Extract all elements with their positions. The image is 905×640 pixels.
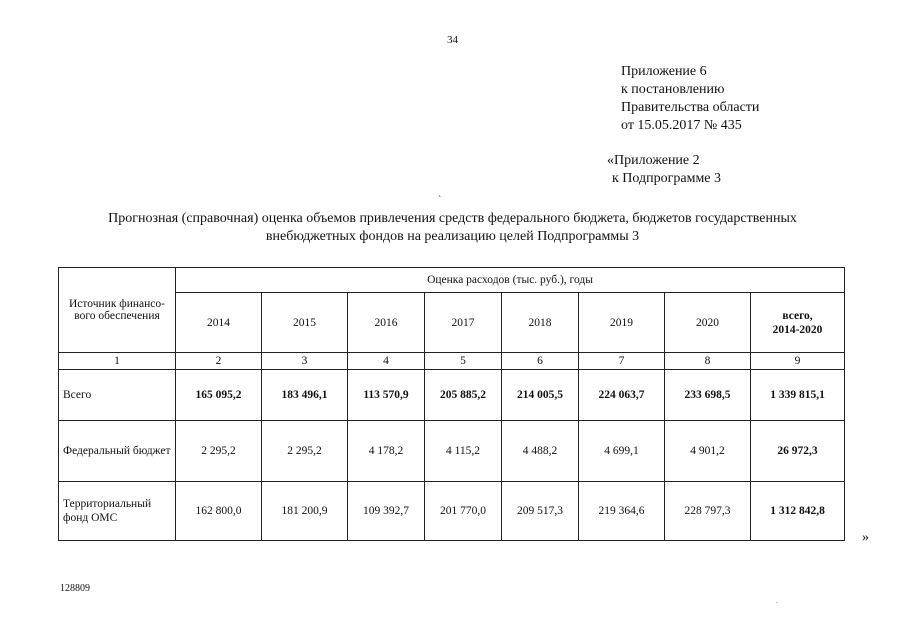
total-header xyxy=(751,293,845,353)
column-number: 4 xyxy=(348,353,425,370)
sub-appendix-reference xyxy=(607,152,721,188)
table-cell: 2 295,2 xyxy=(262,421,348,482)
title-line: внебюджетных фондов на реализацию целей Подпрограммы 3 xyxy=(265,229,640,244)
row-total-cell: 1 312 842,8 xyxy=(751,482,845,541)
row-source: Всего xyxy=(59,370,176,421)
sub-appendix-line: к Подпрограмме 3 xyxy=(612,171,722,186)
row-total-cell: 26 972,3 xyxy=(751,421,845,482)
table-cell: 181 200,9 xyxy=(262,482,348,541)
column-number: 9 xyxy=(751,353,845,370)
appendix-line: к постановлению xyxy=(621,82,725,97)
column-number: 2 xyxy=(176,353,262,370)
scan-speck: . xyxy=(776,596,778,605)
column-number: 1 xyxy=(59,353,176,370)
table-cell: 183 496,1 xyxy=(262,370,348,421)
year-header: 2014 xyxy=(176,293,262,353)
table-cell: 233 698,5 xyxy=(665,370,751,421)
total-header-line: всего, xyxy=(782,309,813,322)
year-header: 2018 xyxy=(502,293,579,353)
table-cell: 4 901,2 xyxy=(665,421,751,482)
document-code: 128809 xyxy=(60,583,90,594)
document-title xyxy=(40,210,865,246)
row-total-cell: 1 339 815,1 xyxy=(751,370,845,421)
table-cell: 4 699,1 xyxy=(579,421,665,482)
table-cell: 165 095,2 xyxy=(176,370,262,421)
table-cell: 109 392,7 xyxy=(348,482,425,541)
table-cell: 228 797,3 xyxy=(665,482,751,541)
table-cell: 113 570,9 xyxy=(348,370,425,421)
column-number: 3 xyxy=(262,353,348,370)
expense-group-header: Оценка расходов (тыс. руб.), годы xyxy=(176,268,845,293)
row-source: Территориальный фонд ОМС xyxy=(59,482,176,541)
year-header: 2016 xyxy=(348,293,425,353)
year-header: 2019 xyxy=(579,293,665,353)
table-cell: 2 295,2 xyxy=(176,421,262,482)
appendix-reference xyxy=(621,63,759,135)
table-row xyxy=(59,482,845,541)
page-number: 34 xyxy=(447,34,458,46)
year-header: 2015 xyxy=(262,293,348,353)
column-number: 5 xyxy=(425,353,502,370)
funding-forecast-table xyxy=(58,267,845,541)
title-line: Прогнозная (справочная) оценка объемов привлечения средств федерального бюджета, бюджетов государственных xyxy=(108,211,797,226)
table-cell: 224 063,7 xyxy=(579,370,665,421)
table-cell: 4 115,2 xyxy=(425,421,502,482)
scan-speck: ` xyxy=(438,195,442,206)
appendix-line: Приложение 6 xyxy=(621,64,707,79)
source-header: Источник финансо-вого обеспечения xyxy=(59,268,176,353)
table-cell: 4 178,2 xyxy=(348,421,425,482)
appendix-line: Правительства области xyxy=(621,100,760,115)
table-cell: 209 517,3 xyxy=(502,482,579,541)
year-header: 2020 xyxy=(665,293,751,353)
closing-quote: » xyxy=(862,530,869,545)
column-number: 8 xyxy=(665,353,751,370)
table-cell: 4 488,2 xyxy=(502,421,579,482)
table-cell: 219 364,6 xyxy=(579,482,665,541)
column-number: 6 xyxy=(502,353,579,370)
total-header-line: 2014-2020 xyxy=(772,323,823,336)
table-row xyxy=(59,370,845,421)
row-source: Федеральный бюджет xyxy=(59,421,176,482)
table-cell: 214 005,5 xyxy=(502,370,579,421)
sub-appendix-line: «Приложение 2 xyxy=(607,153,700,168)
table-cell: 162 800,0 xyxy=(176,482,262,541)
column-number: 7 xyxy=(579,353,665,370)
table-row xyxy=(59,421,845,482)
appendix-line: от 15.05.2017 № 435 xyxy=(621,118,742,133)
table-cell: 205 885,2 xyxy=(425,370,502,421)
year-header: 2017 xyxy=(425,293,502,353)
table-cell: 201 770,0 xyxy=(425,482,502,541)
